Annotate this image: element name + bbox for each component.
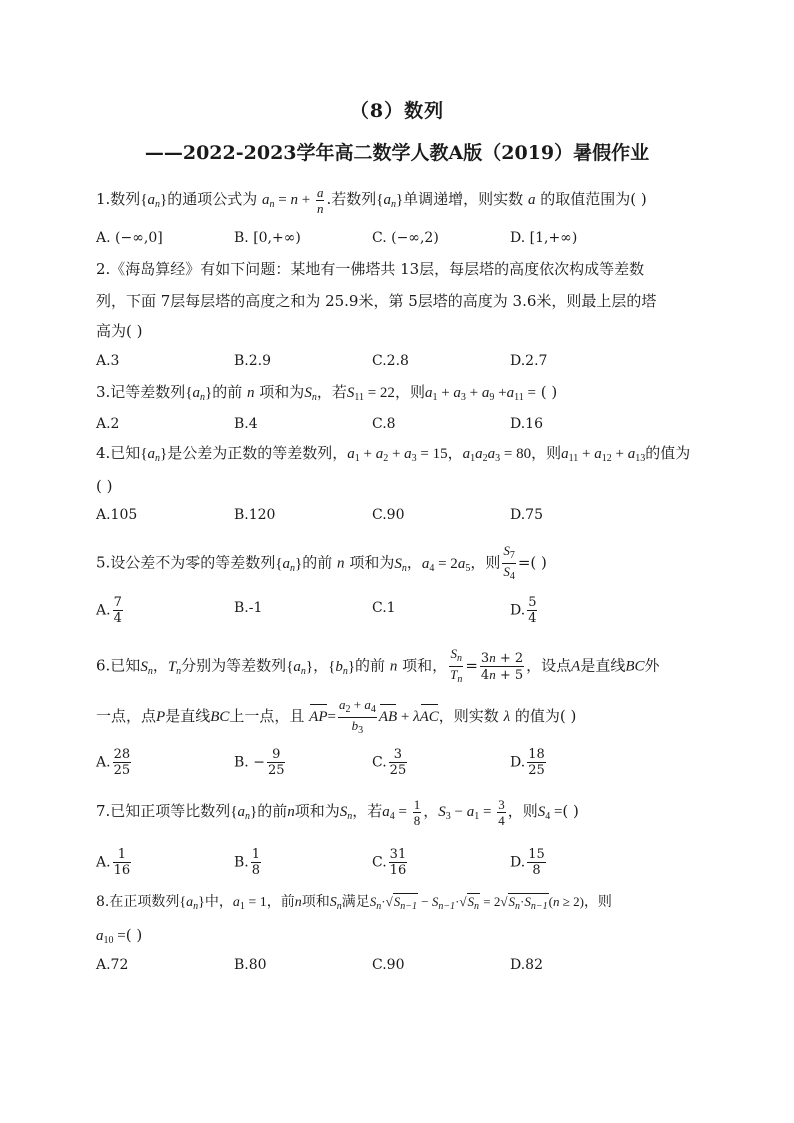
q7-text-1: 7.已知正项等比数列 — [96, 801, 231, 820]
q6-option-d-den: 25 — [528, 763, 545, 778]
q5-option-c: C.1 — [372, 600, 396, 616]
q6-ratio: $\frac{S_n}{T_n}$ — [450, 646, 463, 685]
q6-option-a-num: 28 — [113, 747, 131, 762]
page-subtitle: ——2022-2023学年高二数学人教A版（2019）暑假作业 — [144, 142, 650, 164]
q6-text-1: 6.已知 — [96, 656, 141, 675]
question-2-line-1: 2.《海岛算经》有如下问题：某地有一佛塔共 13层，每层塔的高度依次构成等差数 — [96, 260, 645, 278]
q7-text-5: ， — [423, 801, 439, 820]
q3-option-b: B.4 — [234, 416, 258, 432]
q3-sn: $S_n$ — [304, 385, 317, 403]
q8-cond-1: $a_1 = 1$ — [232, 895, 267, 912]
q8-a10: $a_{10}$ = — [96, 928, 126, 946]
q6-seq-a: $\{a_n\}$ — [286, 658, 314, 677]
q5-text-5: ，则 — [470, 553, 501, 572]
q6-text-11: 是直线 — [165, 706, 211, 725]
q8-seq: $\{a_n\}$ — [179, 895, 205, 912]
q8-text-4: 项和 — [301, 894, 330, 910]
question-2-line-3: 高为( ) — [96, 322, 143, 340]
q7-sn: $S_n$ — [339, 803, 353, 822]
q7-text-6: ，则 — [507, 801, 538, 820]
question-2-line-2: 列，下面 7层每层塔的高度之和为 25.9米，第 5层塔的高度为 3.6米，则最上层的塔 — [96, 292, 657, 310]
q6-sn: $S_n$ — [140, 658, 153, 677]
q3-text-1: 3.记等差数列 — [96, 383, 186, 401]
q6-option-d-label: D. — [510, 754, 526, 771]
question-8 — [96, 892, 612, 917]
question-3 — [96, 382, 557, 408]
q6-option-a — [96, 747, 133, 778]
question-5: 5.设公差不为零的等差数列$\{a_n\}$的前 n 项和为$S_n$，$a_4 = 2a_5$，则 $\frac{S_7}{S_4}$ =( ) — [96, 543, 547, 582]
q3-expr: $a_1 + a_3 + a_9 +a_{11}$ = — [424, 385, 536, 403]
q8-text-6: ，则 — [583, 894, 612, 910]
q5-text-4: ， — [406, 553, 422, 572]
q8-text-2: 中， — [204, 894, 233, 910]
q1-var: a — [527, 191, 536, 208]
question-4-line-2: ( ) — [96, 477, 113, 495]
q7-cond-2: $S_3 - a_1$ = $\frac{3}{4}$ — [438, 797, 505, 828]
q1-option-c: C. (−∞,2) — [372, 230, 439, 246]
q4-cond-1: $a_1 + a_2 + a_3 = 15$ — [347, 446, 448, 464]
q5-option-a-label: A. — [96, 602, 111, 619]
q8-sn: $S_n$ — [329, 895, 342, 912]
q7-text-4: ，若 — [352, 801, 383, 820]
q7-option-c-den: 16 — [389, 863, 407, 878]
q7-n: n — [287, 803, 295, 820]
q1-seq: $\{a_n\}$ — [140, 191, 168, 210]
q6-option-a-label: A. — [96, 754, 111, 771]
q2-option-c: C.2.8 — [372, 353, 409, 369]
q5-option-d-label: D. — [510, 602, 526, 619]
q5-option-b: B.-1 — [234, 600, 263, 616]
q8-option-c: C.90 — [372, 957, 405, 973]
q4-text-2: 是公差为正数的等差数列， — [167, 444, 348, 462]
q7-expr: $S_4$ = — [537, 803, 563, 822]
q6-text-2: ， — [152, 656, 168, 675]
q7-option-c-num: 31 — [389, 847, 407, 862]
q6-text-6: 项和， — [402, 656, 448, 675]
q6-option-d — [510, 747, 548, 778]
q6-option-a-den: 25 — [113, 763, 131, 778]
q5-text-2: 的前 — [302, 553, 333, 572]
q6-vector-eq: AP= $\frac{a_2 + a_4}{b_3}$ AB + λAC — [309, 697, 439, 736]
q3-option-d: D.16 — [510, 416, 543, 432]
q3-seq: $\{a_n\}$ — [185, 385, 213, 403]
q5-cond: $a_4 = 2a_5$ — [421, 555, 471, 574]
q6-option-b: B. − $\frac{9}{25}$ — [234, 747, 285, 778]
question-6-line-1: 6.已知$S_n$，$T_n$分别为等差数列$\{a_n\}$，$\{b_n\}$的前 n 项和， $\frac{S_n}{T_n}$ = $\frac{3n + 2}{4n + 5}$ ，设点A是直线BC外 — [96, 646, 660, 685]
q4-option-c: C.90 — [372, 507, 405, 523]
question-4 — [96, 443, 690, 469]
question-1 — [96, 185, 647, 216]
q1-text-4: 单调递增，则实数 — [403, 189, 524, 208]
q6-point-a: A — [571, 658, 581, 675]
q7-option-d-label: D. — [510, 854, 526, 871]
q3-text-2: 的前 — [212, 383, 243, 401]
q7-option-c-label: C. — [372, 854, 387, 871]
q4-option-a: A.105 — [96, 507, 138, 523]
q4-text-3: ， — [447, 444, 463, 462]
q5-option-d-num: 5 — [528, 595, 537, 610]
q5-sn: $S_n$ — [394, 555, 407, 574]
q7-option-b-den: 8 — [251, 863, 261, 878]
q8-option-d: D.82 — [510, 957, 543, 973]
q5-text-1: 5.设公差不为零的等差数列 — [96, 553, 276, 572]
q8-option-a: A.72 — [96, 957, 129, 973]
q6-text-4: ， — [313, 656, 329, 675]
q4-expr: $a_{11} + a_{12} + a_{13}$ — [561, 446, 646, 464]
q8-option-b: B.80 — [234, 957, 267, 973]
q1-text-5: 的取值范围为( ) — [540, 189, 647, 208]
q8-n: n — [294, 895, 302, 910]
q2-option-b: B.2.9 — [234, 353, 272, 369]
q6-line-bc: BC — [625, 658, 645, 675]
q3-n: n — [247, 385, 255, 401]
q7-text-2: 的前 — [257, 801, 288, 820]
q7-option-d-den: 8 — [532, 863, 541, 878]
q6-point-p: P — [156, 708, 166, 725]
q7-option-d — [510, 847, 548, 878]
q3-cond: $S_{11} = 22$ — [346, 385, 395, 403]
q6-option-b-den: 25 — [267, 763, 285, 778]
q6-n: n — [389, 658, 398, 675]
q7-seq: $\{a_n\}$ — [230, 803, 258, 822]
q4-text-4: ，则 — [531, 444, 562, 462]
q6-line-bc-2: BC — [210, 708, 230, 725]
q1-option-a: A. (−∞,0] — [96, 230, 163, 246]
q1-formula: $a_n = n$ + $\frac{a}{n}$ — [262, 185, 324, 216]
q3-text-5: ，则 — [394, 383, 425, 401]
q7-option-a-den: 16 — [113, 863, 131, 878]
q1-option-b: B. [0,+∞) — [234, 230, 301, 246]
q2-option-d: D.2.7 — [510, 353, 548, 369]
q6-text-5: 的前 — [355, 656, 386, 675]
q4-seq: $\{a_n\}$ — [140, 446, 168, 464]
q7-option-b — [234, 847, 263, 878]
q6-text-14: 的值为( ) — [514, 706, 577, 725]
q5-option-a — [96, 595, 125, 626]
q5-option-a-den: 4 — [113, 611, 122, 626]
q5-option-d — [510, 595, 539, 626]
q7-option-d-num: 15 — [528, 847, 545, 862]
q7-option-a-label: A. — [96, 854, 111, 871]
q5-option-a-num: 7 — [113, 595, 122, 610]
q7-option-b-num: 1 — [251, 847, 261, 862]
q8-text-5: 满足 — [341, 894, 370, 910]
q1-option-d: D. [1,+∞) — [510, 230, 578, 246]
q5-text-6: ( ) — [530, 553, 547, 572]
q6-tn: $T_n$ — [167, 658, 182, 677]
q3-option-a: A.2 — [96, 416, 120, 432]
q4-option-b: B.120 — [234, 507, 276, 523]
q6-text-12: 上一点，且 — [229, 706, 305, 725]
q2-option-a: A.3 — [96, 353, 120, 369]
q3-text-4: ，若 — [316, 383, 347, 401]
q3-text-6: ( ) — [540, 383, 558, 401]
q6-text-3: 分别为等差数列 — [181, 656, 287, 675]
q6-text-13: ，则实数 — [438, 706, 499, 725]
q4-cond-2: $a_1a_2a_3 = 80$ — [462, 446, 532, 464]
q7-cond-1: $a_4$ = $\frac{1}{8}$ — [382, 797, 421, 828]
q1-text-1: 1.数列 — [96, 189, 141, 208]
q4-option-d: D.75 — [510, 507, 543, 523]
q5-fraction: $\frac{S_7}{S_4}$ — [503, 543, 515, 582]
q4-text-1: 4.已知 — [96, 444, 141, 462]
q3-option-c: C.8 — [372, 416, 396, 432]
q8-text-7: ( ) — [125, 926, 143, 944]
q6-lambda: λ — [503, 708, 511, 725]
q6-option-c-den: 25 — [389, 763, 407, 778]
q6-text-8: 是直线 — [580, 656, 626, 675]
q5-option-d-den: 4 — [528, 611, 537, 626]
q6-text-10: 一点，点 — [96, 706, 157, 725]
q6-seq-b: $\{b_n\}$ — [328, 658, 356, 677]
page-title: （8）数列 — [349, 100, 445, 122]
q7-option-a — [96, 847, 133, 878]
q7-text-7: ( ) — [562, 801, 579, 820]
q7-option-a-num: 1 — [113, 847, 132, 863]
q3-text-3: 项和为 — [259, 383, 305, 401]
q8-text-3: ，前 — [266, 894, 295, 910]
q6-option-c — [372, 747, 409, 778]
q6-option-b-num: 9 — [267, 747, 286, 763]
q6-option-b-label: B. — [234, 754, 249, 771]
question-6-line-2 — [96, 697, 576, 738]
q5-seq: $\{a_n\}$ — [275, 555, 303, 574]
q5-n: n — [337, 555, 345, 572]
q6-ratio-value: $\frac{3n + 2}{4n + 5}$ — [480, 650, 524, 683]
q1-seq-2: $\{a_n\}$ — [376, 191, 404, 210]
q6-option-c-num: 3 — [389, 747, 408, 763]
q7-option-c — [372, 847, 409, 878]
q4-text-5: 的值为 — [645, 444, 691, 462]
q7-text-3: 项和为 — [294, 801, 340, 820]
q6-text-9: 外 — [644, 656, 660, 675]
q6-option-c-label: C. — [372, 754, 387, 771]
q6-text-7: ，设点 — [526, 656, 572, 675]
q1-text-3: .若数列 — [326, 189, 377, 208]
q7-option-b-label: B. — [234, 854, 249, 871]
q8-text-1: 8.在正项数列 — [96, 894, 180, 910]
question-7 — [96, 797, 579, 828]
q1-text-2: 的通项公式为 — [167, 189, 258, 208]
q5-text-3: 项和为 — [349, 553, 395, 572]
q8-equation: $S_n\cdot√S_{n-1} - S_{n-1}\cdot√S_n = 2√S_n\cdot S_{n-1}(n \ge 2)$ — [369, 894, 584, 912]
q6-option-d-num: 18 — [528, 747, 545, 762]
question-8-line-2 — [96, 925, 142, 951]
